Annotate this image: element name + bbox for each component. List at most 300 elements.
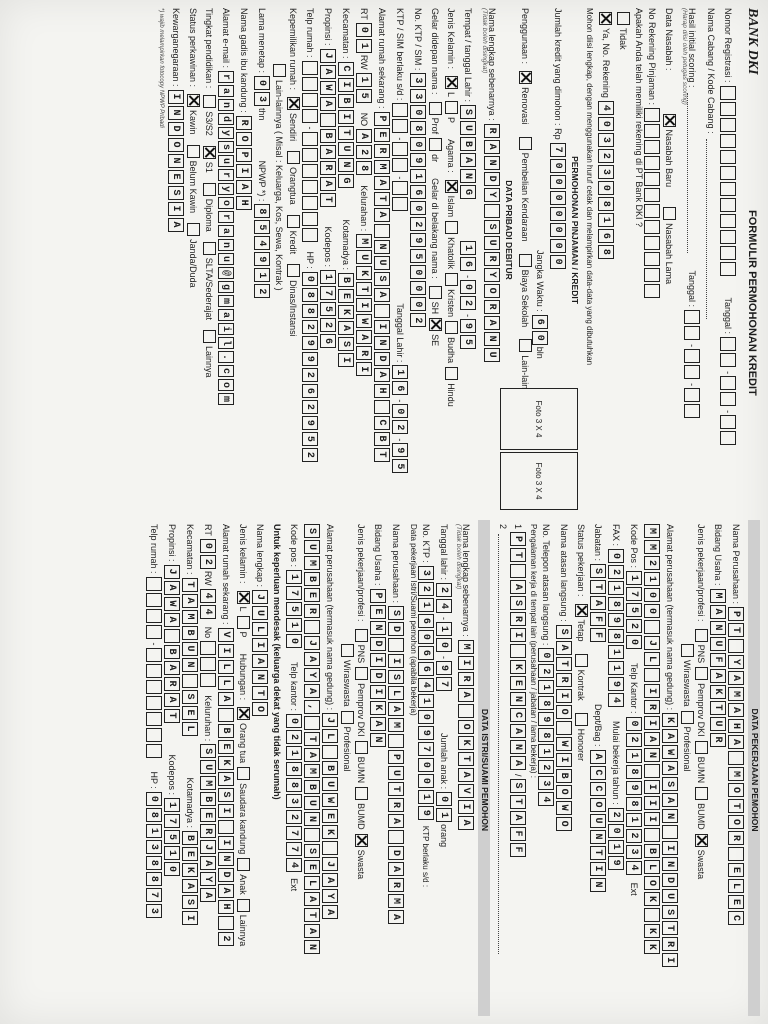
char-box[interactable]: I [218, 644, 234, 658]
char-box[interactable]: K [644, 892, 660, 906]
kotamadya-boxes[interactable] [338, 273, 354, 369]
char-box[interactable]: I [168, 202, 184, 216]
kepemilikan-orangtua-checkbox[interactable] [287, 151, 300, 164]
char-box[interactable]: T [590, 580, 606, 594]
char-box[interactable]: A [728, 735, 744, 749]
char-box[interactable] [218, 708, 234, 722]
email-boxes[interactable] [218, 71, 234, 407]
char-box[interactable]: I [370, 653, 386, 667]
char-box[interactable]: B [182, 626, 198, 640]
status-honorer-checkbox[interactable] [575, 713, 588, 726]
char-box[interactable]: M [644, 524, 660, 538]
char-box[interactable] [302, 180, 318, 194]
char-box[interactable]: 0 [550, 159, 566, 173]
char-box[interactable] [304, 716, 320, 730]
char-box[interactable]: N [304, 812, 320, 826]
hubungan-lainnya-checkbox[interactable] [237, 899, 250, 912]
char-box[interactable] [720, 150, 736, 164]
char-box[interactable]: 8 [302, 288, 318, 302]
char-box[interactable]: O [556, 785, 572, 799]
char-box[interactable] [302, 132, 318, 146]
char-box[interactable]: J [322, 857, 338, 871]
char-box[interactable]: U [484, 236, 500, 250]
jenis-pns-checkbox[interactable] [695, 629, 708, 642]
char-box[interactable] [720, 102, 736, 116]
char-box[interactable]: O [556, 705, 572, 719]
char-box[interactable]: A [320, 177, 336, 191]
char-box[interactable]: W [556, 801, 572, 815]
char-box[interactable]: A [218, 884, 234, 898]
char-box[interactable]: B [200, 792, 216, 806]
char-box[interactable]: 1 [254, 268, 270, 282]
jenis-profesional-checkbox[interactable] [681, 711, 694, 724]
char-box[interactable]: 4 [538, 792, 554, 806]
char-box[interactable]: d [218, 113, 234, 125]
char-box[interactable]: 1 [626, 571, 642, 585]
char-box[interactable]: I [644, 684, 660, 698]
ibu-boxes[interactable] [236, 116, 252, 212]
bidang-pasangan-boxes[interactable] [370, 589, 386, 749]
char-box[interactable]: 2 [626, 733, 642, 747]
char-box[interactable]: N [484, 156, 500, 170]
jk-darurat-p-checkbox[interactable] [237, 616, 250, 629]
char-box[interactable] [720, 415, 736, 429]
char-box[interactable]: R [388, 878, 404, 892]
char-box[interactable]: U [710, 717, 726, 731]
telp-darurat-number-boxes[interactable] [146, 648, 162, 760]
char-box[interactable]: 9 [436, 661, 452, 675]
telp-pasangan-boxes[interactable] [286, 714, 302, 874]
char-box[interactable]: A [356, 330, 372, 344]
char-box[interactable]: M [388, 718, 404, 732]
char-box[interactable]: 3 [598, 133, 614, 147]
char-box[interactable]: 4 [598, 101, 614, 115]
char-box[interactable]: 2 [392, 420, 408, 434]
char-box[interactable]: O [728, 815, 744, 829]
char-box[interactable]: L [182, 722, 198, 736]
char-box[interactable]: R [458, 672, 474, 686]
char-box[interactable]: E [200, 808, 216, 822]
char-box[interactable]: A [218, 772, 234, 786]
char-box[interactable]: T [510, 548, 526, 562]
char-box[interactable]: I [338, 78, 354, 92]
char-box[interactable]: 3 [626, 845, 642, 859]
char-box[interactable]: A [164, 613, 180, 627]
char-box[interactable]: I [662, 953, 678, 967]
hp-boxes[interactable] [302, 272, 318, 464]
char-box[interactable]: R [320, 161, 336, 175]
char-box[interactable]: 1 [538, 744, 554, 758]
char-box[interactable]: A [304, 924, 320, 938]
char-box[interactable]: 5 [302, 432, 318, 446]
char-box[interactable]: 0 [436, 638, 452, 652]
char-box[interactable]: r [218, 169, 234, 181]
char-box[interactable]: G [460, 185, 476, 199]
char-box[interactable]: A [374, 288, 390, 302]
char-box[interactable]: I [556, 753, 572, 767]
char-box[interactable]: 7 [286, 586, 302, 600]
char-box[interactable]: V [218, 628, 234, 642]
char-box[interactable]: I [218, 804, 234, 818]
alamat-perusahaan-boxes[interactable] [662, 713, 678, 969]
char-box[interactable]: 7 [550, 143, 566, 157]
char-box[interactable]: L [644, 652, 660, 666]
nama-cabang-line[interactable] [706, 139, 716, 319]
kecamatan-darurat-boxes[interactable] [182, 578, 198, 738]
char-box[interactable]: 2 [302, 368, 318, 382]
char-box[interactable]: W [662, 745, 678, 759]
kecamatan-boxes[interactable] [338, 62, 354, 190]
char-box[interactable]: 5 [626, 603, 642, 617]
char-box[interactable]: W [356, 314, 372, 328]
char-box[interactable]: m [218, 295, 234, 307]
char-box[interactable]: 0 [550, 239, 566, 253]
rt-darurat-boxes[interactable] [200, 539, 216, 571]
char-box[interactable] [684, 310, 700, 324]
char-box[interactable]: S [388, 606, 404, 620]
char-box[interactable]: E [304, 588, 320, 602]
char-box[interactable] [200, 641, 216, 655]
char-box[interactable]: 0 [410, 281, 426, 295]
char-box[interactable]: R [710, 733, 726, 747]
jenis-pasangan-pemprov-checkbox[interactable] [355, 667, 368, 680]
char-box[interactable]: 3 [598, 165, 614, 179]
char-box[interactable]: M [728, 687, 744, 701]
char-box[interactable]: 2 [200, 555, 216, 569]
char-box[interactable] [302, 61, 318, 75]
char-box[interactable]: A [200, 856, 216, 870]
char-box[interactable] [728, 751, 744, 765]
char-box[interactable]: R [556, 673, 572, 687]
char-box[interactable]: Y [484, 188, 500, 202]
char-box[interactable]: T [374, 192, 390, 206]
char-box[interactable]: 9 [538, 712, 554, 726]
char-box[interactable]: 8 [254, 204, 270, 218]
char-box[interactable]: T [356, 282, 372, 296]
char-box[interactable]: Y [728, 655, 744, 669]
char-box[interactable]: E [728, 895, 744, 909]
char-box[interactable]: 4 [436, 599, 452, 613]
char-box[interactable]: 3 [146, 840, 162, 854]
char-box[interactable] [510, 564, 526, 578]
char-box[interactable]: F [510, 827, 526, 841]
char-box[interactable] [218, 820, 234, 834]
char-box[interactable]: T [182, 578, 198, 592]
char-box[interactable]: O [590, 798, 606, 812]
char-box[interactable]: P [510, 532, 526, 546]
atasan-boxes[interactable] [556, 625, 572, 833]
char-box[interactable]: 2 [254, 284, 270, 298]
char-box[interactable] [374, 400, 390, 414]
char-box[interactable]: 6 [302, 384, 318, 398]
no-boxes[interactable] [356, 129, 372, 177]
char-box[interactable] [720, 86, 736, 100]
char-box[interactable]: 0 [550, 175, 566, 189]
char-box[interactable] [728, 847, 744, 861]
char-box[interactable]: 1 [436, 808, 452, 822]
char-box[interactable]: N [662, 857, 678, 871]
char-box[interactable] [720, 118, 736, 132]
char-box[interactable]: A [662, 761, 678, 775]
char-box[interactable]: 0 [410, 105, 426, 119]
char-box[interactable] [644, 236, 660, 250]
char-box[interactable]: 2 [608, 808, 624, 822]
perusahaan-boxes[interactable] [728, 607, 744, 927]
char-box[interactable]: T [338, 126, 354, 140]
char-box[interactable]: 1 [410, 169, 426, 183]
char-box[interactable] [644, 252, 660, 266]
char-box[interactable]: U [388, 766, 404, 780]
char-box[interactable]: 3 [254, 92, 270, 106]
char-box[interactable]: N [510, 692, 526, 706]
tgl-pasangan-month-boxes[interactable] [436, 622, 452, 654]
char-box[interactable]: 0 [598, 181, 614, 195]
char-box[interactable]: 1 [608, 840, 624, 854]
char-box[interactable] [146, 680, 162, 694]
tgl-pasangan-year-boxes[interactable] [436, 661, 452, 693]
char-box[interactable]: Y [304, 668, 320, 682]
char-box[interactable] [720, 431, 736, 445]
tanggal2-year-boxes[interactable] [684, 388, 700, 420]
char-box[interactable] [302, 164, 318, 178]
char-box[interactable]: 4 [608, 693, 624, 707]
char-box[interactable]: 7 [164, 814, 180, 828]
char-box[interactable] [146, 648, 162, 662]
char-box[interactable]: 1 [286, 570, 302, 584]
char-box[interactable]: 8 [410, 121, 426, 135]
char-box[interactable]: r [218, 211, 234, 223]
char-box[interactable] [302, 196, 318, 210]
char-box[interactable]: I [182, 911, 198, 925]
ktp-boxes[interactable] [410, 73, 426, 329]
char-box[interactable] [644, 108, 660, 122]
char-box[interactable]: I [168, 90, 184, 104]
telp-atasan-boxes[interactable] [538, 648, 554, 808]
char-box[interactable]: 0 [200, 539, 216, 553]
char-box[interactable]: 2 [538, 664, 554, 678]
agama-kristen-checkbox[interactable] [445, 273, 458, 286]
char-box[interactable]: L [218, 660, 234, 674]
char-box[interactable]: A [374, 176, 390, 190]
char-box[interactable]: 5 [410, 249, 426, 263]
char-box[interactable]: U [338, 142, 354, 156]
char-box[interactable]: S [662, 777, 678, 791]
char-box[interactable]: A [338, 321, 354, 335]
char-box[interactable]: T [710, 701, 726, 715]
char-box[interactable] [644, 172, 660, 186]
char-box[interactable] [720, 182, 736, 196]
status-tetap-checkbox[interactable] [575, 604, 588, 617]
char-box[interactable]: F [590, 612, 606, 626]
char-box[interactable]: N [338, 158, 354, 172]
char-box[interactable]: 6 [418, 662, 434, 676]
char-box[interactable] [720, 337, 736, 351]
char-box[interactable]: S [388, 670, 404, 684]
agama-budha-checkbox[interactable] [445, 321, 458, 334]
rt-boxes[interactable] [356, 23, 372, 55]
jk-p-checkbox[interactable] [445, 101, 458, 114]
char-box[interactable]: 2 [436, 583, 452, 597]
char-box[interactable]: 8 [598, 197, 614, 211]
fax-boxes[interactable] [608, 549, 624, 709]
char-box[interactable] [392, 158, 408, 172]
char-box[interactable]: 2 [286, 730, 302, 744]
char-box[interactable]: E [182, 706, 198, 720]
char-box[interactable] [200, 657, 216, 671]
char-box[interactable] [146, 664, 162, 678]
char-box[interactable]: B [338, 94, 354, 108]
char-box[interactable]: 0 [418, 710, 434, 724]
char-box[interactable]: 5 [286, 602, 302, 616]
gelar-sh-checkbox[interactable] [429, 286, 442, 299]
char-box[interactable]: 2 [598, 149, 614, 163]
char-box[interactable]: 0 [418, 758, 434, 772]
char-box[interactable] [684, 404, 700, 418]
char-box[interactable]: A [662, 793, 678, 807]
char-box[interactable]: D [168, 122, 184, 136]
char-box[interactable]: U [200, 760, 216, 774]
char-box[interactable]: N [168, 106, 184, 120]
char-box[interactable]: 8 [538, 696, 554, 710]
char-box[interactable]: S [510, 596, 526, 610]
char-box[interactable]: 2 [418, 582, 434, 596]
char-box[interactable]: I [644, 780, 660, 794]
char-box[interactable]: O [458, 720, 474, 734]
jenis-pasangan-bumn-checkbox[interactable] [355, 741, 368, 754]
char-box[interactable]: 0 [254, 76, 270, 90]
char-box[interactable]: D [484, 172, 500, 186]
char-box[interactable]: u [218, 155, 234, 167]
char-box[interactable]: 9 [392, 443, 408, 457]
char-box[interactable]: 0 [436, 792, 452, 806]
char-box[interactable]: 0 [626, 635, 642, 649]
char-box[interactable]: U [590, 814, 606, 828]
char-box[interactable]: 0 [410, 137, 426, 151]
char-box[interactable]: I [252, 638, 268, 652]
lama-menetap-boxes[interactable] [254, 76, 270, 108]
pengalaman2-line[interactable] [498, 534, 508, 954]
char-box[interactable] [304, 620, 320, 634]
char-box[interactable]: A [484, 316, 500, 330]
char-box[interactable] [388, 830, 404, 844]
nasabah-lama-checkbox[interactable] [663, 207, 676, 220]
char-box[interactable]: 1 [460, 241, 476, 255]
char-box[interactable]: E [374, 128, 390, 142]
char-box[interactable]: V [458, 784, 474, 798]
char-box[interactable]: i [218, 323, 234, 335]
char-box[interactable]: D [370, 669, 386, 683]
char-box[interactable]: I [338, 110, 354, 124]
char-box[interactable]: J [200, 840, 216, 854]
kodepos-pasangan-boxes[interactable] [286, 570, 302, 650]
char-box[interactable]: A [510, 724, 526, 738]
char-box[interactable] [392, 119, 408, 133]
dept-boxes[interactable] [590, 750, 606, 894]
char-box[interactable]: A [388, 814, 404, 828]
status-kontrak-checkbox[interactable] [575, 654, 588, 667]
hp-darurat-boxes[interactable] [146, 792, 162, 920]
char-box[interactable]: E [728, 863, 744, 877]
char-box[interactable]: 8 [608, 629, 624, 643]
char-box[interactable]: o [218, 197, 234, 209]
char-box[interactable]: 2 [410, 217, 426, 231]
kotamadya-darurat-boxes[interactable] [182, 831, 198, 927]
kelurahan-boxes[interactable] [356, 234, 372, 378]
char-box[interactable]: A [458, 768, 474, 782]
char-box[interactable] [644, 828, 660, 842]
char-box[interactable] [644, 156, 660, 170]
alamat-darurat-boxes[interactable] [218, 628, 234, 948]
char-box[interactable]: B [322, 761, 338, 775]
agama-islam-checkbox[interactable] [445, 180, 458, 193]
char-box[interactable]: A [322, 905, 338, 919]
char-box[interactable]: 4 [418, 678, 434, 692]
char-box[interactable] [322, 745, 338, 759]
char-box[interactable]: A [728, 671, 744, 685]
char-box[interactable]: L [252, 622, 268, 636]
char-box[interactable]: N [182, 658, 198, 672]
char-box[interactable]: B [556, 769, 572, 783]
char-box[interactable]: a [218, 225, 234, 237]
char-box[interactable]: R [484, 300, 500, 314]
char-box[interactable]: 9 [254, 252, 270, 266]
char-box[interactable]: O [484, 284, 500, 298]
char-box[interactable]: 6 [410, 185, 426, 199]
char-box[interactable] [644, 220, 660, 234]
char-box[interactable] [556, 721, 572, 735]
char-box[interactable]: 0 [286, 714, 302, 728]
hasil-scoring-line[interactable] [687, 93, 697, 253]
char-box[interactable]: K [644, 940, 660, 954]
char-box[interactable]: R [236, 116, 252, 130]
char-box[interactable] [392, 197, 408, 211]
char-box[interactable] [644, 668, 660, 682]
char-box[interactable]: S [338, 337, 354, 351]
char-box[interactable] [684, 365, 700, 379]
char-box[interactable]: 9 [410, 233, 426, 247]
char-box[interactable]: B [320, 129, 336, 143]
char-box[interactable]: I [590, 862, 606, 876]
char-box[interactable]: 1 [286, 746, 302, 760]
tempat-lahir-boxes[interactable] [460, 105, 476, 201]
char-box[interactable]: M [388, 894, 404, 908]
char-box[interactable]: 4 [286, 858, 302, 872]
char-box[interactable]: A [304, 892, 320, 906]
hubungan-saudara-checkbox[interactable] [237, 767, 250, 780]
char-box[interactable] [720, 376, 736, 390]
char-box[interactable]: 1 [356, 73, 372, 87]
jumlah-kredit-boxes[interactable] [550, 143, 566, 271]
char-box[interactable]: Y [200, 872, 216, 886]
char-box[interactable]: H [218, 900, 234, 914]
jenis-pasangan-profesional-checkbox[interactable] [341, 711, 354, 724]
char-box[interactable] [302, 93, 318, 107]
char-box[interactable] [374, 304, 390, 318]
gelar-prof-checkbox[interactable] [429, 102, 442, 115]
char-box[interactable]: n [218, 239, 234, 251]
char-box[interactable]: D [370, 637, 386, 651]
pembelian-kendaraan-checkbox[interactable] [519, 137, 532, 150]
char-box[interactable]: 2 [460, 296, 476, 310]
char-box[interactable]: K [644, 924, 660, 938]
char-box[interactable] [720, 262, 736, 276]
char-box[interactable]: R [304, 604, 320, 618]
tanggal-day-boxes[interactable] [720, 337, 736, 369]
char-box[interactable]: 9 [626, 781, 642, 795]
char-box[interactable]: N [218, 852, 234, 866]
char-box[interactable]: D [662, 873, 678, 887]
char-box[interactable]: E [370, 605, 386, 619]
